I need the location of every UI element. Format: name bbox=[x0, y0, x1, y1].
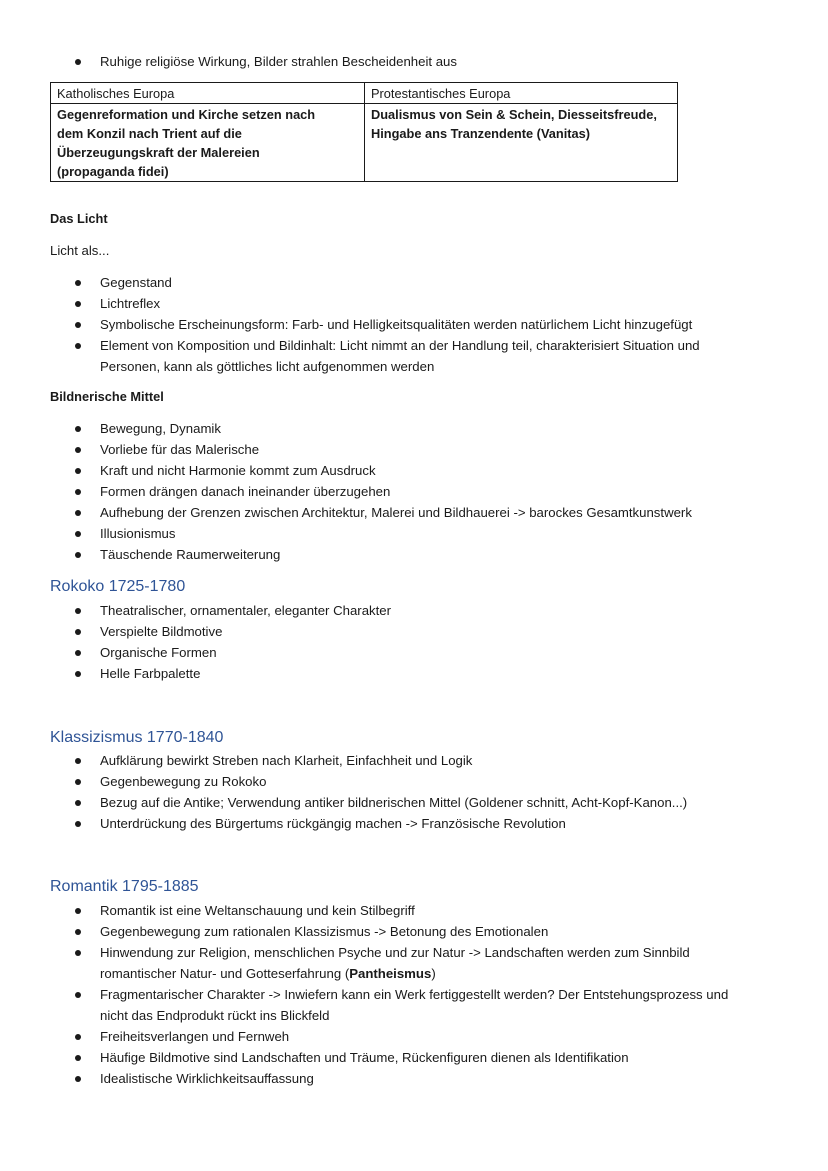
list-item: Formen drängen danach ineinander überzugehen bbox=[50, 481, 770, 502]
licht-intro: Licht als... bbox=[50, 243, 110, 258]
table-header-cell: Protestantisches Europa bbox=[365, 83, 678, 104]
section-heading-klassizismus: Klassizismus 1770-1840 bbox=[50, 729, 224, 746]
list-item bbox=[50, 942, 770, 984]
mittel-list bbox=[0, 418, 720, 565]
list-item-line: Fragmentarischer Charakter -> Inwiefern kann ein Werk fertiggestellt werden? Der Entstehungsprozess und bbox=[100, 987, 729, 1002]
list-item-line: nicht das Endprodukt rückt ins Blickfeld bbox=[100, 1008, 330, 1023]
list-item: Idealistische Wirklichkeitsauffassung bbox=[50, 1068, 770, 1089]
list-item: Freiheitsverlangen und Fernweh bbox=[50, 1026, 770, 1047]
list-item: Illusionismus bbox=[50, 523, 770, 544]
table-header-cell: Katholisches Europa bbox=[51, 83, 365, 104]
table-cell bbox=[365, 104, 678, 182]
list-item: Organische Formen bbox=[50, 642, 770, 663]
list-item: Bewegung, Dynamik bbox=[50, 418, 770, 439]
section-heading-rokoko: Rokoko 1725-1780 bbox=[50, 578, 186, 595]
list-item: Symbolische Erscheinungsform: Farb- und Helligkeitsqualitäten werden natürlichem Licht hinzugefügt bbox=[50, 314, 770, 335]
list-item: Theatralischer, ornamentaler, eleganter Charakter bbox=[50, 600, 770, 621]
table-header-row bbox=[51, 83, 678, 104]
list-item-line: Personen, kann als göttliches licht aufgenommen werden bbox=[100, 359, 435, 374]
table-cell bbox=[51, 104, 365, 182]
list-item: Vorliebe für das Malerische bbox=[50, 439, 770, 460]
list-item: Gegenbewegung zu Rokoko bbox=[50, 771, 770, 792]
romantik-list bbox=[0, 900, 729, 1089]
section-heading-licht: Das Licht bbox=[50, 211, 108, 226]
klassizismus-list bbox=[0, 750, 720, 834]
list-item: Aufklärung bewirkt Streben nach Klarheit, Einfachheit und Logik bbox=[50, 750, 770, 771]
cell-line: dem Konzil nach Trient auf die bbox=[57, 126, 242, 141]
cell-line: Gegenreformation und Kirche setzen nach bbox=[57, 107, 316, 122]
list-item: Häufige Bildmotive sind Landschaften und Träume, Rückenfiguren dienen als Identifikation bbox=[50, 1047, 770, 1068]
cell-line: Überzeugungskraft der Malereien bbox=[57, 145, 260, 160]
cell-line: Hingabe ans Tranzendente (Vanitas) bbox=[371, 126, 591, 141]
list-item: Aufhebung der Grenzen zwischen Architektur, Malerei und Bildhauerei -> barockes Gesamtkunstwerk bbox=[50, 502, 770, 523]
list-item-line: Element von Komposition und Bildinhalt: Licht nimmt an der Handlung teil, charakterisiert Situation und bbox=[100, 338, 700, 353]
list-item-line: ) bbox=[431, 966, 436, 981]
list-item: Bezug auf die Antike; Verwendung antiker bildnerischen Mittel (Goldener schnitt, Acht-Kopf-Kanon...) bbox=[50, 792, 770, 813]
section-heading-romantik: Romantik 1795-1885 bbox=[50, 878, 199, 895]
comparison-table bbox=[50, 82, 678, 182]
list-item: Unterdrückung des Bürgertums rückgängig machen -> Französische Revolution bbox=[50, 813, 770, 834]
licht-list bbox=[0, 272, 720, 377]
list-item: Romantik ist eine Weltanschauung und kein Stilbegriff bbox=[50, 900, 770, 921]
list-item: Ruhige religiöse Wirkung, Bilder strahlen Bescheidenheit aus bbox=[50, 51, 770, 72]
rokoko-list bbox=[0, 600, 720, 684]
cell-line: (propaganda fidei) bbox=[57, 164, 169, 179]
intro-list bbox=[0, 51, 720, 72]
list-item: Verspielte Bildmotive bbox=[50, 621, 770, 642]
list-item bbox=[50, 335, 770, 377]
section-heading-mittel: Bildnerische Mittel bbox=[50, 389, 164, 404]
list-item bbox=[50, 984, 770, 1026]
list-item: Gegenbewegung zum rationalen Klassizismus -> Betonung des Emotionalen bbox=[50, 921, 770, 942]
list-item: Lichtreflex bbox=[50, 293, 770, 314]
emphasis-term: Pantheismus bbox=[349, 966, 432, 981]
list-item: Kraft und nicht Harmonie kommt zum Ausdruck bbox=[50, 460, 770, 481]
list-item-line: romantischer Natur- und Gotteserfahrung ( bbox=[100, 966, 350, 981]
list-item: Helle Farbpalette bbox=[50, 663, 770, 684]
cell-line: Dualismus von Sein & Schein, Diesseitsfreude, bbox=[371, 107, 657, 122]
list-item: Täuschende Raumerweiterung bbox=[50, 544, 770, 565]
list-item: Gegenstand bbox=[50, 272, 770, 293]
table-row bbox=[51, 104, 678, 182]
list-item-line: Hinwendung zur Religion, menschlichen Psyche und zur Natur -> Landschaften werden zum Sinnbild bbox=[100, 945, 690, 960]
